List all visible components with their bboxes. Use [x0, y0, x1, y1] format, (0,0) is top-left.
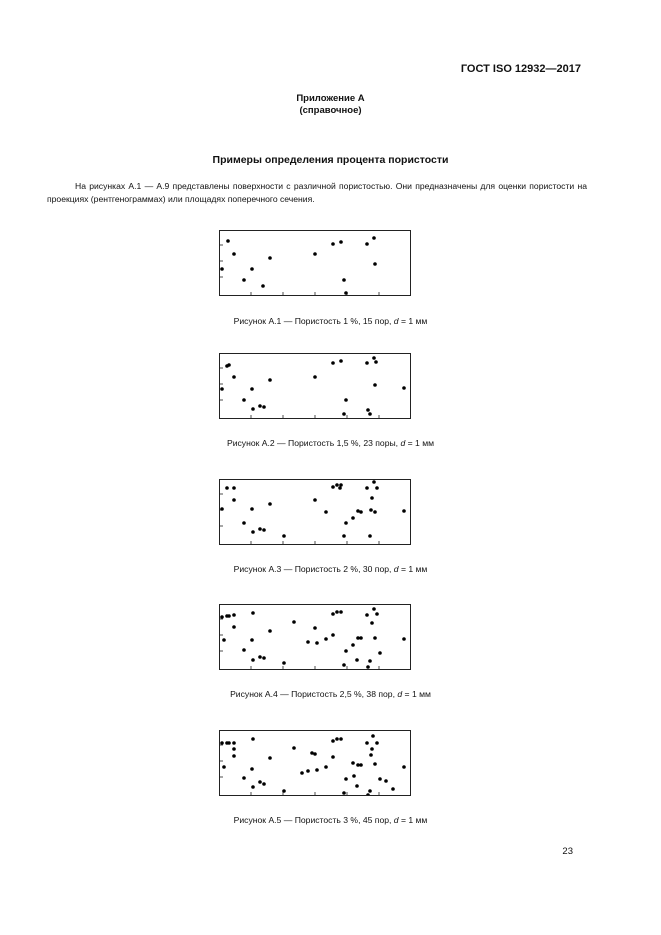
pore-dot — [251, 658, 255, 662]
pore-dot — [369, 753, 373, 757]
pore-dot — [370, 621, 374, 625]
pore-dot — [251, 737, 255, 741]
pore-dot — [292, 620, 296, 624]
pore-dot — [324, 510, 328, 514]
pore-dot — [370, 747, 374, 751]
porosity-figure-5 — [219, 730, 411, 796]
pore-dot — [232, 625, 236, 629]
pore-dot — [355, 784, 359, 788]
pore-dot — [365, 741, 369, 745]
pore-dot — [366, 793, 370, 795]
pore-dot — [251, 611, 255, 615]
porosity-plot — [220, 605, 410, 669]
pore-dot — [292, 746, 296, 750]
porosity-figure-1 — [219, 230, 411, 296]
figure-caption-4 — [0, 689, 661, 699]
figure-caption-1 — [0, 316, 661, 326]
pore-dot — [225, 486, 229, 490]
pore-dot — [300, 771, 304, 775]
pore-dot — [374, 360, 378, 364]
section-title: Примеры определения процента пористости — [212, 154, 449, 166]
pore-dot — [220, 267, 224, 271]
pore-dot — [369, 508, 373, 512]
pore-dot — [365, 613, 369, 617]
pore-dot — [262, 782, 266, 786]
pore-dot — [227, 741, 231, 745]
pore-dot — [268, 629, 272, 633]
pore-dot — [366, 408, 370, 412]
pore-dot — [258, 655, 262, 659]
pore-dot — [242, 278, 246, 282]
standard-header: ГОСТ ISO 12932—2017 — [460, 63, 581, 75]
porosity-plot — [220, 480, 410, 544]
pore-dot — [359, 636, 363, 640]
pore-dot — [339, 610, 343, 614]
pore-dot — [331, 739, 335, 743]
pore-dot — [344, 521, 348, 525]
caption-suffix: = 1 мм — [398, 564, 428, 574]
pore-dot — [268, 256, 272, 260]
pore-dot — [373, 510, 377, 514]
pore-dot — [232, 741, 236, 745]
pore-dot — [313, 252, 317, 256]
caption-suffix: = 1 мм — [405, 438, 435, 448]
pore-dot — [378, 651, 382, 655]
pore-dot — [282, 789, 286, 793]
pore-dot — [282, 661, 286, 665]
pore-dot — [342, 412, 346, 416]
caption-variable: d — [393, 815, 399, 825]
pore-dot — [365, 361, 369, 365]
pore-dot — [242, 648, 246, 652]
pore-dot — [331, 485, 335, 489]
pore-dot — [375, 612, 379, 616]
pore-dot — [368, 534, 372, 538]
pore-dot — [372, 480, 376, 484]
pore-dot — [335, 610, 339, 614]
pore-dot — [352, 774, 356, 778]
pore-dot — [378, 777, 382, 781]
pore-dot — [402, 509, 406, 513]
pore-dot — [368, 412, 372, 416]
annex-subtitle: (справочное) — [299, 105, 362, 116]
pore-dot — [242, 398, 246, 402]
pore-dot — [250, 267, 254, 271]
pore-dot — [250, 507, 254, 511]
pore-dot — [232, 747, 236, 751]
caption-variable: d — [393, 564, 399, 574]
pore-dot — [262, 528, 266, 532]
pore-dot — [342, 534, 346, 538]
pore-dot — [222, 765, 226, 769]
pore-dot — [250, 767, 254, 771]
porosity-figure-3 — [219, 479, 411, 545]
pore-dot — [232, 486, 236, 490]
pore-dot — [250, 387, 254, 391]
pore-dot — [232, 754, 236, 758]
pore-dot — [339, 240, 343, 244]
pore-dot — [373, 636, 377, 640]
figure-caption-2 — [0, 438, 661, 448]
pore-dot — [373, 262, 377, 266]
figure-caption-3 — [0, 564, 661, 574]
pore-dot — [261, 284, 265, 288]
pore-dot — [342, 663, 346, 667]
pore-dot — [368, 659, 372, 663]
caption-prefix: Рисунок А.4 — Пористость 2,5 %, 38 пор, — [230, 689, 398, 699]
pore-dot — [268, 502, 272, 506]
caption-prefix: Рисунок А.2 — Пористость 1,5 %, 23 поры, — [226, 438, 401, 448]
pore-dot — [355, 658, 359, 662]
pore-dot — [375, 486, 379, 490]
pore-dot — [331, 242, 335, 246]
pore-dot — [344, 398, 348, 402]
pore-dot — [339, 737, 343, 741]
page-number: 23 — [562, 846, 573, 857]
pore-dot — [351, 516, 355, 520]
pore-dot — [372, 236, 376, 240]
pore-dot — [258, 527, 262, 531]
pore-dot — [324, 765, 328, 769]
pore-dot — [242, 521, 246, 525]
pore-dot — [372, 356, 376, 360]
pore-dot — [402, 637, 406, 641]
pore-dot — [344, 291, 348, 295]
pore-dot — [313, 375, 317, 379]
caption-suffix: = 1 мм — [402, 689, 431, 699]
pore-dot — [335, 737, 339, 741]
pore-dot — [402, 765, 406, 769]
pore-dot — [365, 242, 369, 246]
pore-dot — [268, 756, 272, 760]
pore-dot — [251, 785, 255, 789]
pore-dot — [384, 779, 388, 783]
porosity-figure-4 — [219, 604, 411, 670]
pore-dot — [359, 510, 363, 514]
pore-dot — [338, 486, 342, 490]
porosity-figure-2 — [219, 353, 411, 419]
pore-dot — [306, 640, 310, 644]
pore-dot — [251, 530, 255, 534]
pore-dot — [373, 762, 377, 766]
pore-dot — [339, 359, 343, 363]
pore-dot — [310, 751, 314, 755]
caption-prefix: Рисунок А.3 — Пористость 2 %, 30 пор, — [233, 564, 394, 574]
pore-dot — [331, 755, 335, 759]
pore-dot — [268, 378, 272, 382]
porosity-plot — [220, 231, 410, 295]
pore-dot — [366, 665, 370, 669]
pore-dot — [232, 498, 236, 502]
figure-caption-5 — [0, 815, 661, 825]
pore-dot — [222, 638, 226, 642]
pore-dot — [402, 386, 406, 390]
pore-dot — [262, 656, 266, 660]
pore-dot — [315, 641, 319, 645]
pore-dot — [232, 375, 236, 379]
annex-heading — [0, 93, 661, 117]
pore-dot — [375, 741, 379, 745]
caption-prefix: Рисунок А.5 — Пористость 3 %, 45 пор, — [233, 815, 394, 825]
pore-dot — [232, 252, 236, 256]
annex-title: Приложение А — [296, 93, 365, 104]
pore-dot — [227, 363, 231, 367]
pore-dot — [342, 791, 346, 795]
pore-dot — [391, 787, 395, 791]
pore-dot — [331, 633, 335, 637]
caption-variable: d — [400, 438, 406, 448]
pore-dot — [335, 483, 339, 487]
pore-dot — [306, 769, 310, 773]
pore-dot — [282, 534, 286, 538]
pore-dot — [220, 615, 224, 619]
pore-dot — [258, 404, 262, 408]
pore-dot — [251, 407, 255, 411]
pore-dot — [227, 614, 231, 618]
pore-dot — [220, 741, 224, 745]
pore-dot — [232, 613, 236, 617]
pore-dot — [262, 405, 266, 409]
caption-suffix: = 1 мм — [398, 316, 428, 326]
pore-dot — [351, 643, 355, 647]
caption-variable: d — [397, 689, 403, 699]
pore-dot — [220, 507, 224, 511]
pore-dot — [365, 486, 369, 490]
pore-dot — [226, 239, 230, 243]
pore-dot — [344, 649, 348, 653]
pore-dot — [342, 278, 346, 282]
caption-variable: d — [393, 316, 399, 326]
pore-dot — [359, 763, 363, 767]
pore-dot — [220, 387, 224, 391]
pore-dot — [315, 768, 319, 772]
porosity-plot — [220, 354, 410, 418]
pore-dot — [313, 498, 317, 502]
pore-dot — [373, 383, 377, 387]
caption-suffix: = 1 мм — [398, 815, 428, 825]
pore-dot — [351, 761, 355, 765]
pore-dot — [344, 777, 348, 781]
pore-dot — [368, 789, 372, 793]
pore-dot — [371, 734, 375, 738]
pore-dot — [250, 638, 254, 642]
pore-dot — [313, 626, 317, 630]
caption-prefix: Рисунок А.1 — Пористость 1 %, 15 пор, — [233, 316, 394, 326]
pore-dot — [324, 637, 328, 641]
pore-dot — [331, 612, 335, 616]
pore-dot — [331, 361, 335, 365]
intro-paragraph: На рисунках А.1 — А.9 представлены поверхности с различной пористостью. Они предназначены для оценки пористости на проекциях (рентгенограммах) или площадях поперечного сечения. — [47, 181, 587, 204]
pore-dot — [258, 780, 262, 784]
pore-dot — [242, 776, 246, 780]
pore-dot — [372, 607, 376, 611]
pore-dot — [370, 496, 374, 500]
porosity-plot — [220, 731, 410, 795]
